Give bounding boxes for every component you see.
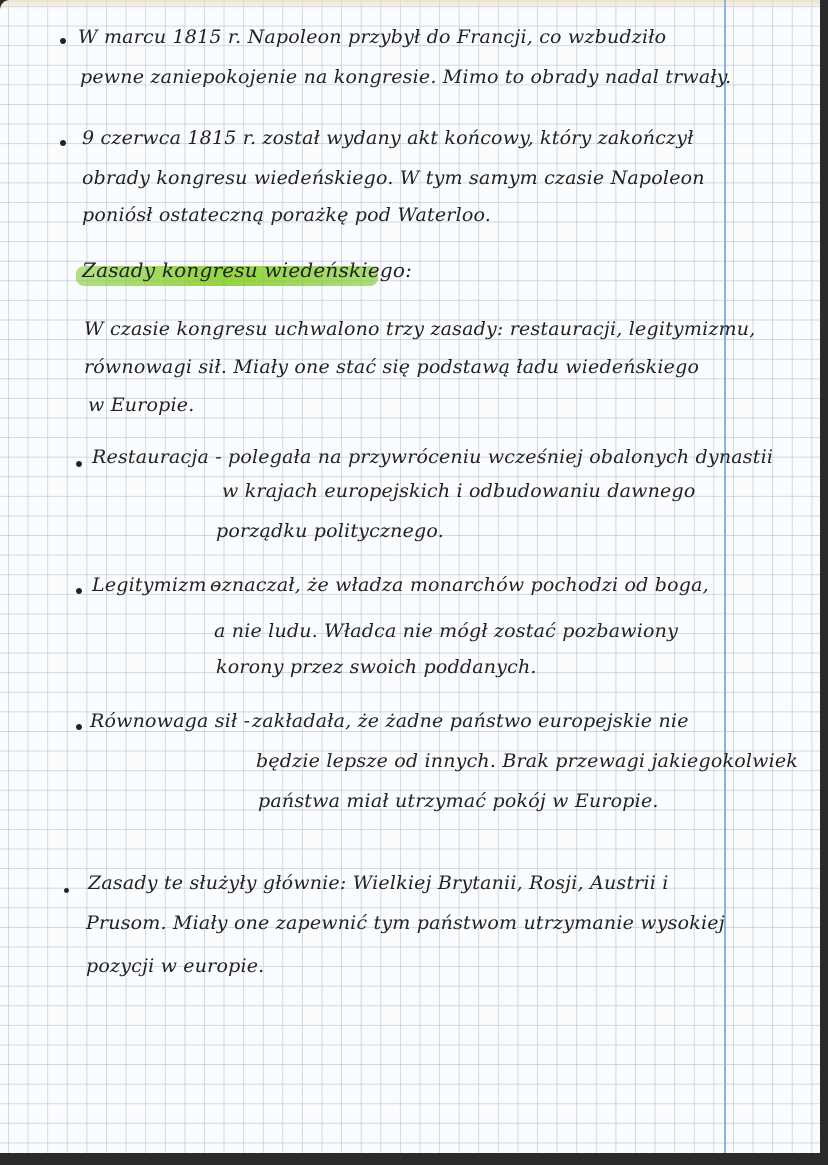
term-label: Równowaga sił -	[90, 710, 251, 732]
margin-line	[724, 0, 726, 1153]
note-line: w Europie.	[88, 394, 195, 416]
note-line: pozycji w europie.	[86, 955, 265, 977]
note-line: polegała na przywróceniu wcześniej obalonych dynastii	[228, 446, 774, 468]
note-line: korony przez swoich poddanych.	[216, 656, 537, 678]
note-line: zakładała, że żadne państwo europejskie nie	[252, 710, 689, 732]
bullet-dot	[60, 140, 66, 146]
page-top-shadow	[0, 0, 820, 10]
note-line: W marcu 1815 r. Napoleon przybył do Francji, co wzbudziło	[78, 26, 667, 48]
term-label: Legitymizm -	[92, 574, 220, 596]
note-line: porządku politycznego.	[216, 520, 444, 542]
bullet-dot	[60, 38, 66, 44]
bullet-dot	[76, 724, 82, 730]
note-line: Prusom. Miały one zapewnić tym państwom utrzymanie wysokiej	[86, 912, 725, 934]
note-line: obrady kongresu wiedeńskiego. W tym samym czasie Napoleon	[82, 167, 705, 189]
note-line: Zasady te służyły głównie: Wielkiej Brytanii, Rosji, Austrii i	[88, 872, 669, 894]
note-line: w krajach europejskich i odbudowaniu dawnego	[222, 480, 696, 502]
bullet-dot	[76, 588, 82, 594]
note-line: a nie ludu. Władca nie mógł zostać pozbawiony	[214, 620, 679, 642]
term-label: Restauracja -	[92, 446, 222, 468]
note-line: państwa miał utrzymać pokój w Europie.	[258, 790, 659, 812]
note-line: poniósł ostateczną porażkę pod Waterloo.	[82, 204, 492, 226]
note-line: 9 czerwca 1815 r. został wydany akt końcowy, który zakończył	[82, 127, 694, 149]
section-heading: Zasady kongresu wiedeńskiego:	[82, 258, 413, 282]
note-line: będzie lepsze od innych. Brak przewagi jakiegokolwiek	[256, 750, 799, 772]
note-line: równowagi sił. Miały one stać się podstawą ładu wiedeńskiego	[84, 356, 700, 378]
note-line: pewne zaniepokojenie na kongresie. Mimo to obrady nadal trwały.	[80, 66, 732, 88]
bullet-dot	[76, 461, 82, 467]
bullet-dot	[64, 888, 69, 893]
note-line: oznaczał, że władza monarchów pochodzi od boga,	[210, 574, 709, 596]
note-line: W czasie kongresu uchwalono trzy zasady: restauracji, legitymizmu,	[84, 318, 756, 340]
